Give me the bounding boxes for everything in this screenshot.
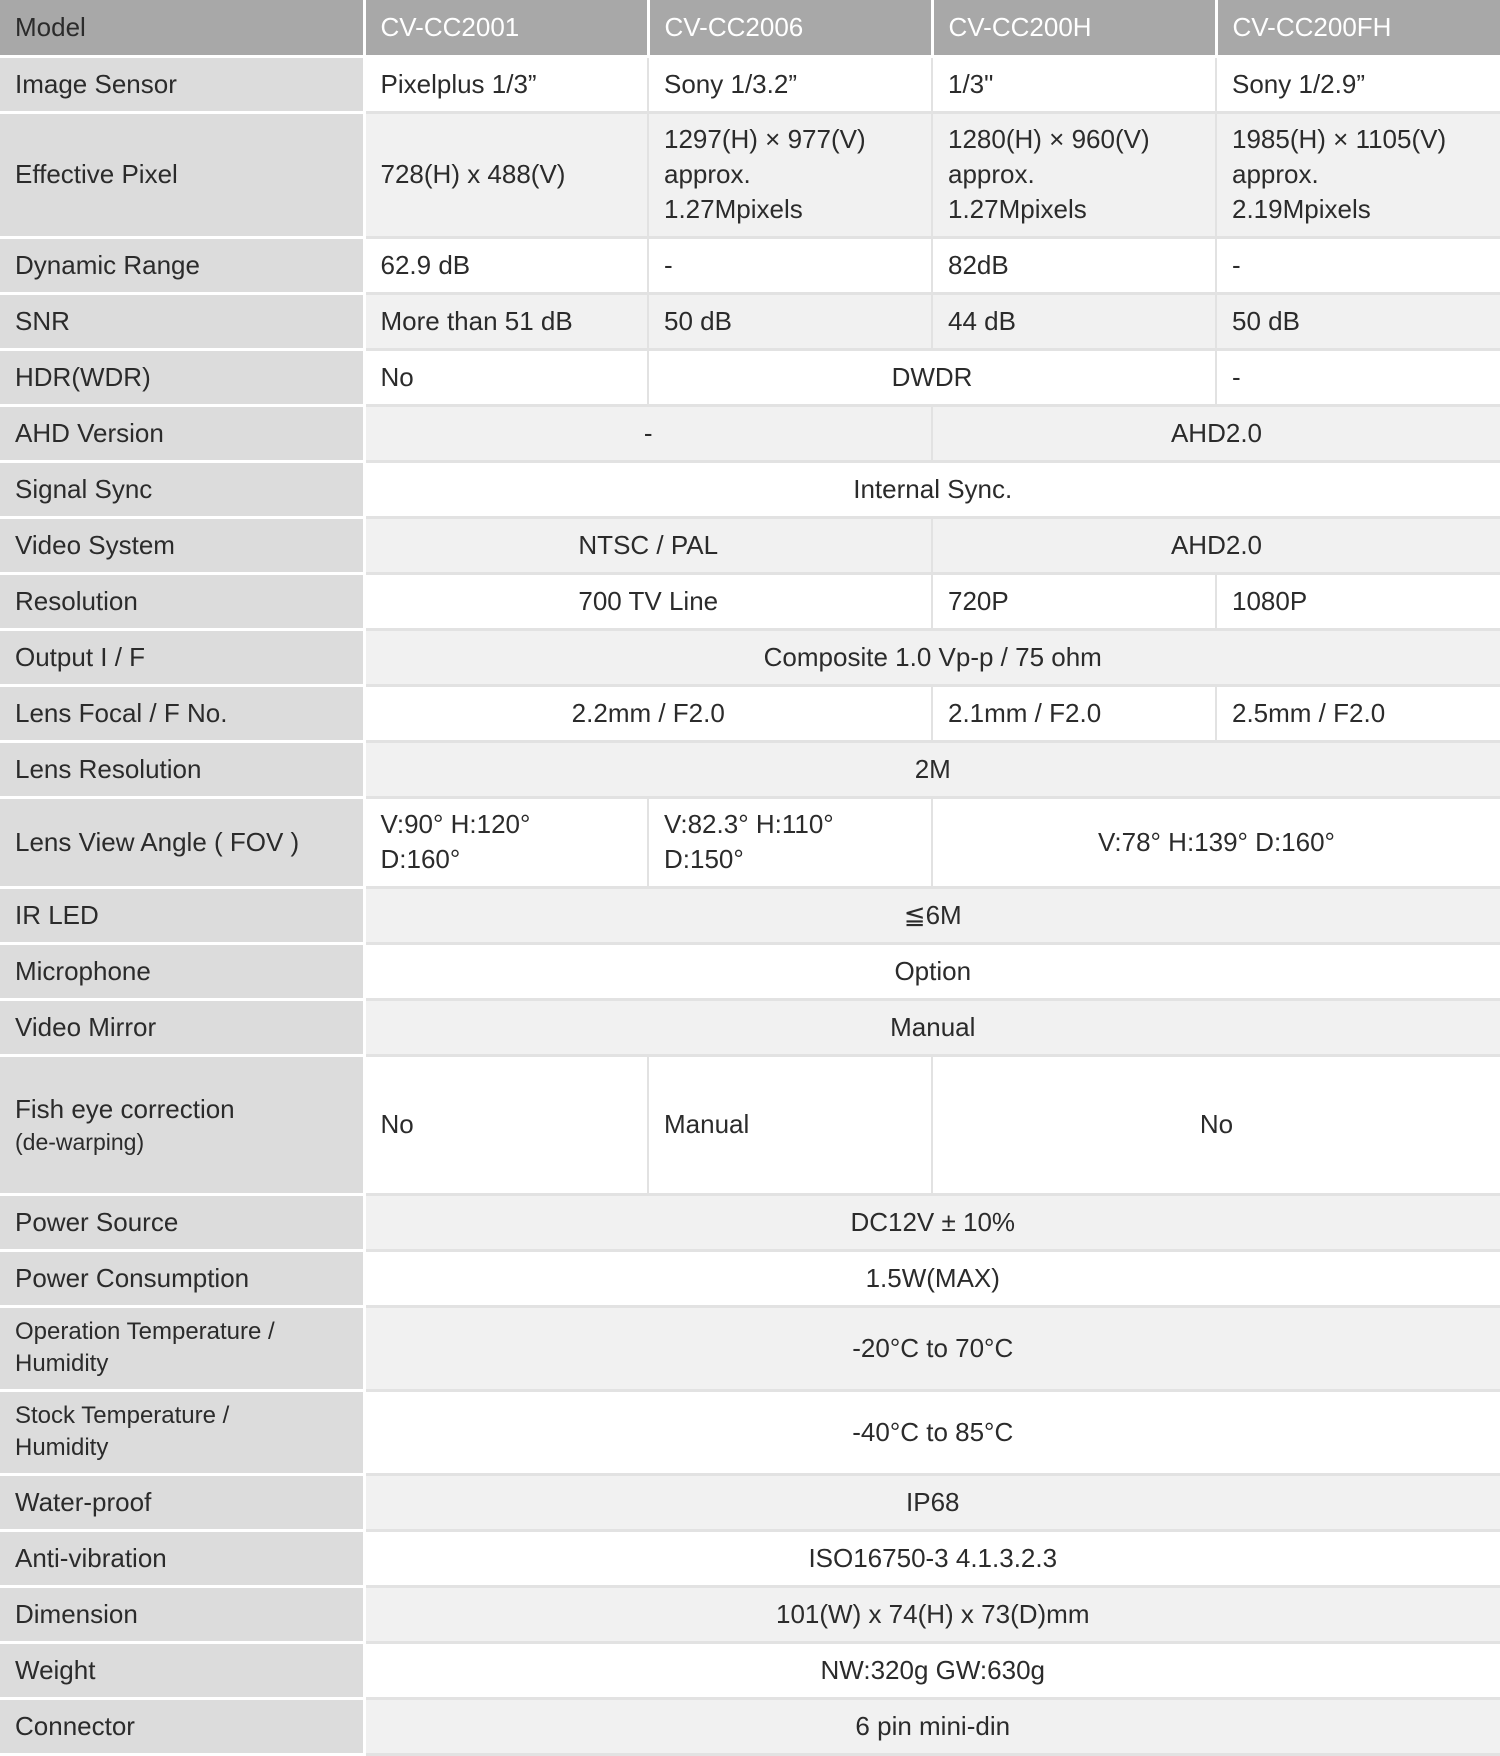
row-label: IR LED — [0, 887, 364, 943]
spec-cell: V:90° H:120° D:160° — [364, 797, 648, 887]
spec-cell: -40°C to 85°C — [364, 1390, 1500, 1474]
spec-cell: 50 dB — [1216, 293, 1500, 349]
spec-cell: - — [364, 405, 932, 461]
spec-cell: V:78° H:139° D:160° — [932, 797, 1500, 887]
spec-cell: IP68 — [364, 1474, 1500, 1530]
row-label: HDR(WDR) — [0, 349, 364, 405]
spec-cell: - — [1216, 237, 1500, 293]
spec-row-power-consumption — [0, 1250, 1500, 1306]
spec-row-lens-focal — [0, 685, 1500, 741]
spec-cell: 101(W) x 74(H) x 73(D)mm — [364, 1586, 1500, 1642]
spec-cell: 1297(H) × 977(V) approx. 1.27Mpixels — [648, 112, 932, 237]
spec-cell: 1/3" — [932, 56, 1216, 112]
spec-row-ir-led — [0, 887, 1500, 943]
model-name: CV-CC2001 — [364, 0, 648, 56]
spec-cell: AHD2.0 — [932, 405, 1500, 461]
header-row — [0, 0, 1500, 56]
spec-cell: Pixelplus 1/3” — [364, 56, 648, 112]
row-label — [0, 1055, 364, 1194]
spec-row-operation-temperature — [0, 1306, 1500, 1390]
spec-row-lens-view-angle — [0, 797, 1500, 887]
spec-cell: Composite 1.0 Vp-p / 75 ohm — [364, 629, 1500, 685]
spec-row-ahd-version — [0, 405, 1500, 461]
spec-cell: 720P — [932, 573, 1216, 629]
spec-cell: AHD2.0 — [932, 517, 1500, 573]
row-label: Power Source — [0, 1194, 364, 1250]
model-name: CV-CC2006 — [648, 0, 932, 56]
spec-cell: Manual — [648, 1055, 932, 1194]
spec-cell: Manual — [364, 999, 1500, 1055]
spec-cell: NW:320g GW:630g — [364, 1642, 1500, 1698]
spec-row-output-if — [0, 629, 1500, 685]
row-label: Signal Sync — [0, 461, 364, 517]
row-label: Resolution — [0, 573, 364, 629]
row-label: Anti-vibration — [0, 1530, 364, 1586]
header-label: Model — [0, 0, 364, 56]
row-label: Weight — [0, 1642, 364, 1698]
spec-row-resolution — [0, 573, 1500, 629]
row-label: Connector — [0, 1698, 364, 1754]
spec-cell: 2.5mm / F2.0 — [1216, 685, 1500, 741]
spec-cell: More than 51 dB — [364, 293, 648, 349]
row-label: Lens Resolution — [0, 741, 364, 797]
row-label: Video Mirror — [0, 999, 364, 1055]
spec-row-connector — [0, 1698, 1500, 1754]
spec-row-effective-pixel — [0, 112, 1500, 237]
model-name: CV-CC200FH — [1216, 0, 1500, 56]
spec-row-lens-resolution — [0, 741, 1500, 797]
spec-row-stock-temperature — [0, 1390, 1500, 1474]
spec-row-hdr — [0, 349, 1500, 405]
spec-cell: NTSC / PAL — [364, 517, 932, 573]
spec-cell: 2M — [364, 741, 1500, 797]
spec-cell: V:82.3° H:110° D:150° — [648, 797, 932, 887]
spec-row-power-source — [0, 1194, 1500, 1250]
spec-cell: 50 dB — [648, 293, 932, 349]
spec-cell: 700 TV Line — [364, 573, 932, 629]
spec-cell: 728(H) x 488(V) — [364, 112, 648, 237]
spec-cell: ≦6M — [364, 887, 1500, 943]
spec-row-video-system — [0, 517, 1500, 573]
spec-row-microphone — [0, 943, 1500, 999]
spec-cell: 62.9 dB — [364, 237, 648, 293]
spec-row-dimension — [0, 1586, 1500, 1642]
spec-cell: DWDR — [648, 349, 1216, 405]
row-label: AHD Version — [0, 405, 364, 461]
spec-cell: ISO16750-3 4.1.3.2.3 — [364, 1530, 1500, 1586]
spec-cell: 1.5W(MAX) — [364, 1250, 1500, 1306]
spec-cell: 2.2mm / F2.0 — [364, 685, 932, 741]
spec-row-weight — [0, 1642, 1500, 1698]
spec-cell: Sony 1/3.2” — [648, 56, 932, 112]
spec-cell: 2.1mm / F2.0 — [932, 685, 1216, 741]
spec-cell: Option — [364, 943, 1500, 999]
spec-row-fish-eye — [0, 1055, 1500, 1194]
row-label: SNR — [0, 293, 364, 349]
spec-cell: 1985(H) × 1105(V) approx. 2.19Mpixels — [1216, 112, 1500, 237]
row-label: Operation Temperature / Humidity — [0, 1306, 364, 1390]
row-label: Microphone — [0, 943, 364, 999]
row-label: Power Consumption — [0, 1250, 364, 1306]
row-label-sub: (de-warping) — [15, 1128, 145, 1155]
spec-row-anti-vibration — [0, 1530, 1500, 1586]
spec-row-signal-sync — [0, 461, 1500, 517]
spec-row-video-mirror — [0, 999, 1500, 1055]
row-label-main: Fish eye correction — [15, 1093, 235, 1124]
spec-cell: No — [932, 1055, 1500, 1194]
row-label: Stock Temperature / Humidity — [0, 1390, 364, 1474]
spec-cell: 1080P — [1216, 573, 1500, 629]
row-label: Image Sensor — [0, 56, 364, 112]
row-label: Lens View Angle ( FOV ) — [0, 797, 364, 887]
row-label: Dimension — [0, 1586, 364, 1642]
model-name: CV-CC200H — [932, 0, 1216, 56]
spec-cell: No — [364, 1055, 648, 1194]
spec-cell: - — [1216, 349, 1500, 405]
spec-cell: 6 pin mini-din — [364, 1698, 1500, 1754]
row-label: Output I / F — [0, 629, 364, 685]
spec-cell: Internal Sync. — [364, 461, 1500, 517]
spec-cell: No — [364, 349, 648, 405]
row-label: Dynamic Range — [0, 237, 364, 293]
spec-cell: DC12V ± 10% — [364, 1194, 1500, 1250]
spec-cell: 1280(H) × 960(V) approx. 1.27Mpixels — [932, 112, 1216, 237]
spec-cell: 82dB — [932, 237, 1216, 293]
row-label: Lens Focal / F No. — [0, 685, 364, 741]
spec-row-snr — [0, 293, 1500, 349]
spec-cell: 44 dB — [932, 293, 1216, 349]
row-label: Water-proof — [0, 1474, 364, 1530]
spec-row-water-proof — [0, 1474, 1500, 1530]
row-label: Effective Pixel — [0, 112, 364, 237]
spec-cell: -20°C to 70°C — [364, 1306, 1500, 1390]
spec-cell: - — [648, 237, 932, 293]
spec-row-image-sensor — [0, 56, 1500, 112]
spec-row-dynamic-range — [0, 237, 1500, 293]
spec-cell: Sony 1/2.9” — [1216, 56, 1500, 112]
row-label: Video System — [0, 517, 364, 573]
